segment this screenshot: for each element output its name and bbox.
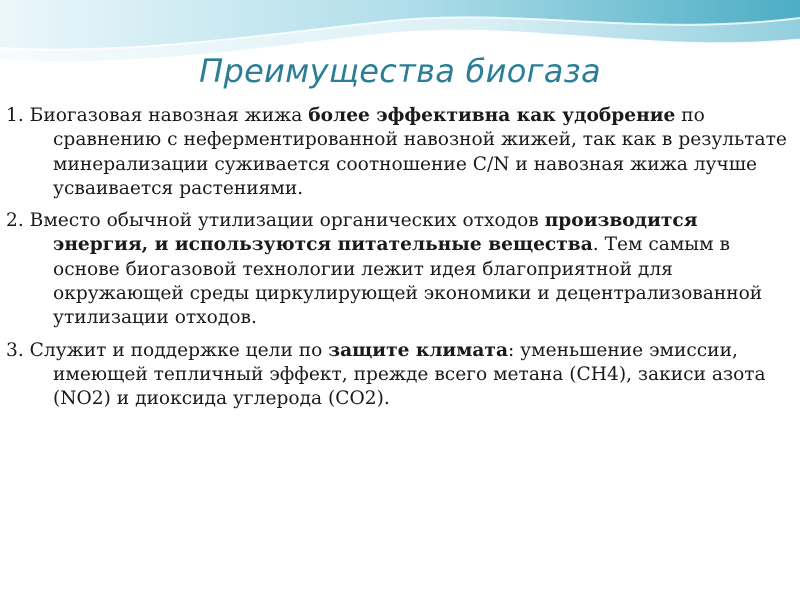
slide-title: Преимущества биогаза: [199, 52, 601, 90]
slide-body: [6, 104, 794, 420]
item-text: по сравнению с неферментированной навозной жижей, так как в результате минерализации суживается соотношение C/N и навозная жижа лучше усваивается растениями.: [53, 105, 787, 199]
list-item: [6, 339, 794, 412]
item-text: Биогазовая навозная жижа: [23, 105, 309, 126]
item-emphasis: производится энергия, и используются питательные вещества: [53, 210, 698, 256]
item-number: 1.: [6, 105, 24, 126]
item-emphasis: защите климата: [328, 339, 508, 361]
item-emphasis: более эффективна как удобрение: [308, 105, 676, 126]
item-number: 2.: [6, 210, 24, 232]
item-text: Вместо обычной утилизации органических отходов: [23, 210, 545, 232]
item-text: . Тем самым в основе биогазовой технологии лежит идея благоприятной для окружающей среды циркулирующей экономики и децентрализованной утилизации отходов.: [53, 234, 763, 329]
list-item: [6, 209, 794, 330]
item-text: Служит и поддержке цели по: [23, 339, 329, 361]
item-text: : уменьшение эмиссии, имеющей тепличный эффект, прежде всего метана (CH4), закиси азота (NO2) и диоксида углерода (CO2).: [53, 339, 766, 410]
item-number: 3.: [6, 339, 24, 361]
list-item: [6, 104, 794, 201]
